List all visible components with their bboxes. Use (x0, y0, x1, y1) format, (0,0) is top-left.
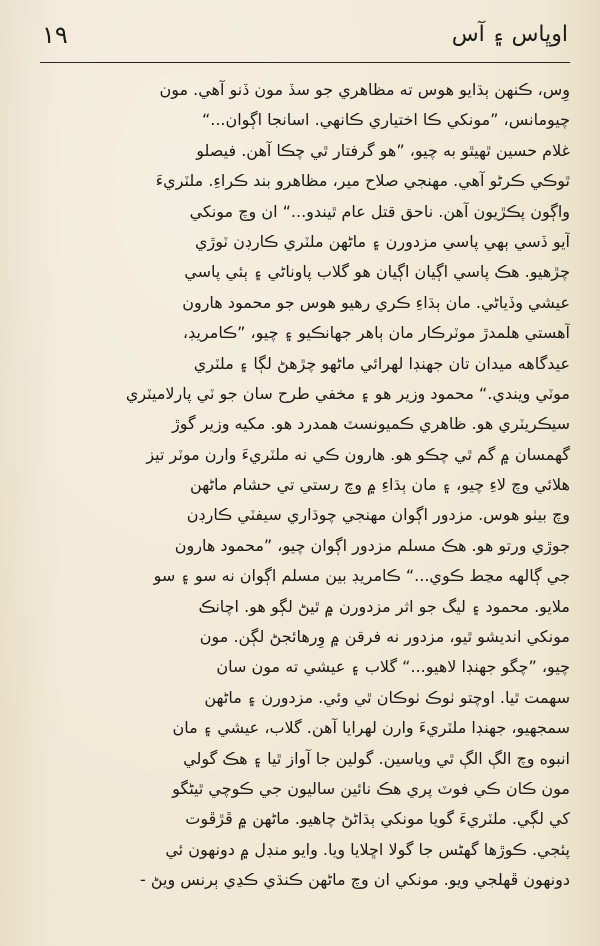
text-line: جوڙي ورتو هو. هڪ مسلم مزدور اڳوان چيو، ”محمود هارون (174, 535, 570, 555)
text-line: آهستي هلمدڙ موٽرڪار مان ٻاهر جهانڪيو ۽ چيو، ”ڪامريڊ، (182, 323, 570, 343)
text-line: سمجهيو، جهنڊا ملٽريءَ وارن لهرايا آهن. گلاب، عيشي ۽ مان (172, 718, 570, 738)
text-line: سهمت ٿيا. اوچتو ٺوڪ ٺوڪان ٿي وئي. مزدورن ۽ ماڻهن (204, 687, 570, 707)
text-line: هلائي وچ لاءِ چيو، ۽ مان ٻڌاءِ ۾ وچ رستي تي حشام ماڻهن (190, 475, 570, 495)
text-line: گهمسان ۾ گم ٿي چڪو هو. هارون ڪي نه ملٽريءَ وارن موٽر تيز (146, 444, 570, 464)
text-line: جي ڳالهه مڃط ڪوي...“ ڪامريڊ بين مسلم اڳوان نه سو ۽ سو (153, 566, 570, 586)
text-line: ملايو. محمود ۽ ليگ جو اثر مزدورن ۾ ٿيڻ لڳو هو. اچانڪ (198, 596, 570, 616)
text-line: موٽي ويندي.“ محمود وزير هو ۽ مخفي طرح سان جو ٽي پارلاميٽري (125, 383, 570, 403)
text-line: چيومانس، ”مونکي ڪا اختياري ڪانهي. اسانجا اڳوان...“ (201, 110, 570, 130)
text-line: وچ بيٺو هوس. مزدور اڳوان مهنجي چوڌاري سيفٽي ڪارڊن (186, 505, 570, 525)
text-line: پئجي. ڪوڙها گهڻس جا گولا اڇلايا ويا. وايو منڊل ۾ دونهون ئي (165, 839, 570, 859)
text-line: کي لڳي. ملٽريءَ گويا مونکي ٻڌاڻڻ چاهيو. ماڻهن ۾ ڦڙڦوت (185, 809, 570, 829)
text-line: وِس، ڪنهن ٻڌايو هوس ته مظاهري جو سڏ مون ڏنو آهي. مون (159, 80, 570, 99)
text-line: غلام حسين ٿهيٿو به چيو، ”هو گرفتار ٿي چڪا آهن. فيصلو (196, 140, 570, 160)
text-line: عيشي وڏياڻي. مان ٻڌاءِ ڪري رهيو هوس جو محمود هارون (182, 292, 570, 312)
text-line: واڳون پڪڙيون آهن. ناحق قتل عام ٿيندو...“ ان وچ مونکي (189, 201, 570, 221)
body-text (40, 75, 570, 896)
page-number: ١٩ (42, 21, 68, 49)
text-line: دونهون ڦهلجي ويو. مونکي ان وچ ماڻهن ڪنڌي ڪڍي ٻرنس ويڻ - (139, 870, 570, 890)
text-line: انبوه وچ الڳ الڳ ٿي وياسين. گولين جا آواز ٿيا ۽ هڪ گولي (183, 748, 570, 768)
text-line: چيو، ”چگو جهنڊا لاهيو...“ گلاب ۽ عيشي ته مون سان (216, 657, 570, 677)
text-line: ٿوڪي ڪرڻو آهي. مهنجي صلاح مير، مظاهرو بند ڪراءِ. ملٽريءَ (155, 171, 570, 191)
text-line: سيڪريٽري هو. ظاهري ڪميونسٽ همدرد هو. مکيه وزير گوڙ (171, 414, 570, 434)
text-line: عيدگاهه ميدان تان جهنڊا لهرائي ماڻهو چڙهڻ لڳا ۽ ملٽري (193, 353, 570, 373)
text-line: مون ڪان ڪي فوٽ پري هڪ نائين ساليون جي ڪوچي ٿيڻگو (172, 778, 570, 798)
text-line: مونکي انديشو ٿيو، مزدور نه فرقن ۾ وِرهائجڻ لڳن. مون (199, 627, 570, 647)
page-header (40, 18, 570, 63)
text-line: چڙهيو. هڪ پاسي اڳيان اڳيان هو گلاب پاوناڻي ۽ ٻئي پاسي (184, 262, 570, 282)
text-line: آيو ڏسي ٻهي پاسي مزدورن ۽ ماڻهن ملٽري ڪارڊن ٽوڙي (195, 231, 570, 251)
running-title: اوڀاس ۽ آس (451, 22, 568, 47)
